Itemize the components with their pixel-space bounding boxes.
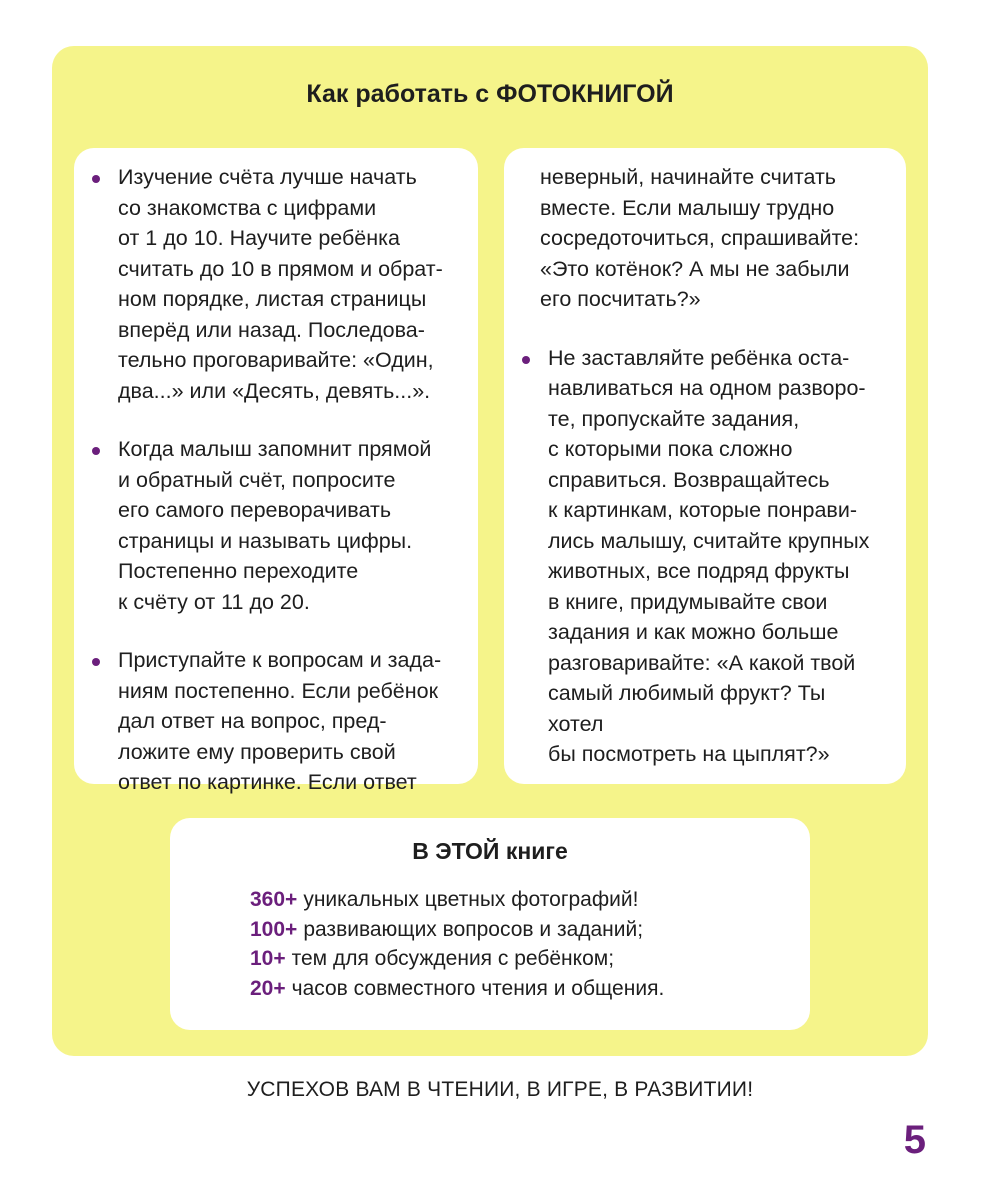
text-line: ложите ему проверить свой [118, 739, 396, 764]
text-line: Не заставляйте ребёнка оста- [548, 345, 850, 370]
text-line: вперёд или назад. Последова- [118, 317, 425, 342]
text-line: задания и как можно больше [548, 620, 839, 644]
bullet-reverse-counting [92, 434, 454, 617]
text-line: разговаривайте: «А какой твой [548, 650, 856, 675]
stat-row [250, 944, 810, 974]
text-line: животных, все подряд фрукты [548, 559, 850, 583]
stat-number: 20+ [250, 976, 286, 1000]
text-line: два...» или «Десять, девять...». [118, 378, 431, 403]
text-line: со знакомства с цифрами [118, 195, 377, 220]
right-text-card [504, 148, 906, 784]
stat-text: тем для обсуждения с ребёнком; [291, 947, 615, 970]
text-line: лись малышу, считайте крупных [548, 528, 870, 553]
text-line: справиться. Возвращайтесь [548, 467, 830, 492]
text-line: от 1 до 10. Научите ребёнка [118, 226, 400, 250]
text-line: и обратный счёт, попросите [118, 467, 396, 492]
text-line: ответ по картинке. Если ответ [118, 770, 417, 794]
stat-text: уникальных цветных фотографий! [303, 888, 639, 911]
book-stats-card [170, 818, 810, 1030]
text-line: ниям постепенно. Если ребёнок [118, 678, 439, 703]
text-line: ном порядке, листая страницы [118, 287, 427, 311]
text-line: Когда малыш запомнит прямой [118, 437, 432, 461]
footer-slogan: УСПЕХОВ ВАМ В ЧТЕНИИ, В ИГРЕ, В РАЗВИТИИ! [246, 1078, 754, 1101]
text-line: его самого переворачивать [118, 498, 392, 522]
text-line: неверный, начинайте считать [540, 165, 837, 189]
text-line: бы посмотреть на цыплят?» [548, 742, 830, 766]
text-line: Изучение счёта лучше начать [118, 165, 417, 189]
text-line: Приступайте к вопросам и зада- [118, 648, 442, 672]
text-line: «Это котёнок? А мы не забыли [540, 256, 850, 281]
text-line: дал ответ на вопрос, пред- [118, 709, 387, 733]
text-line: самый любимый фрукт? Ты хотел [548, 681, 826, 736]
stat-row [250, 885, 810, 915]
text-line: с которыми пока сложно [548, 437, 793, 461]
page-number: 5 [903, 1118, 926, 1162]
text-line: сосредоточиться, спрашивайте: [540, 226, 860, 250]
text-line: вместе. Если малышу трудно [540, 195, 835, 220]
bullet-questions-continued [522, 162, 884, 315]
stat-number: 10+ [250, 947, 286, 970]
text-line: Постепенно переходите [118, 559, 359, 583]
stat-number: 100+ [250, 917, 298, 941]
text-line: навливаться на одном разворо- [548, 376, 866, 400]
text-line: его посчитать?» [540, 287, 701, 311]
bullet-dont-force [522, 343, 884, 770]
text-line: к счёту от 11 до 20. [118, 589, 310, 614]
left-text-card [74, 148, 478, 794]
stat-text: развивающих вопросов и заданий; [303, 917, 644, 941]
text-line: к картинкам, которые понрави- [548, 498, 858, 522]
stat-text: часов совместного чтения и общения. [291, 976, 665, 1000]
stat-row [250, 915, 810, 945]
stat-row [250, 974, 810, 1004]
stat-number: 360+ [250, 888, 298, 911]
book-stats-title: В ЭТОЙ книге [412, 838, 568, 864]
text-line: в книге, придумывайте свои [548, 589, 828, 614]
text-line: те, пропускайте задания, [548, 406, 800, 431]
bullet-counting-intro [92, 162, 454, 406]
text-line: страницы и называть цифры. [118, 528, 413, 553]
page-title: Как работать с ФОТОКНИГОЙ [306, 80, 674, 108]
text-line: считать до 10 в прямом и обрат- [118, 256, 443, 281]
text-line: тельно проговаривайте: «Один, [118, 348, 434, 372]
bullet-questions [92, 645, 454, 798]
